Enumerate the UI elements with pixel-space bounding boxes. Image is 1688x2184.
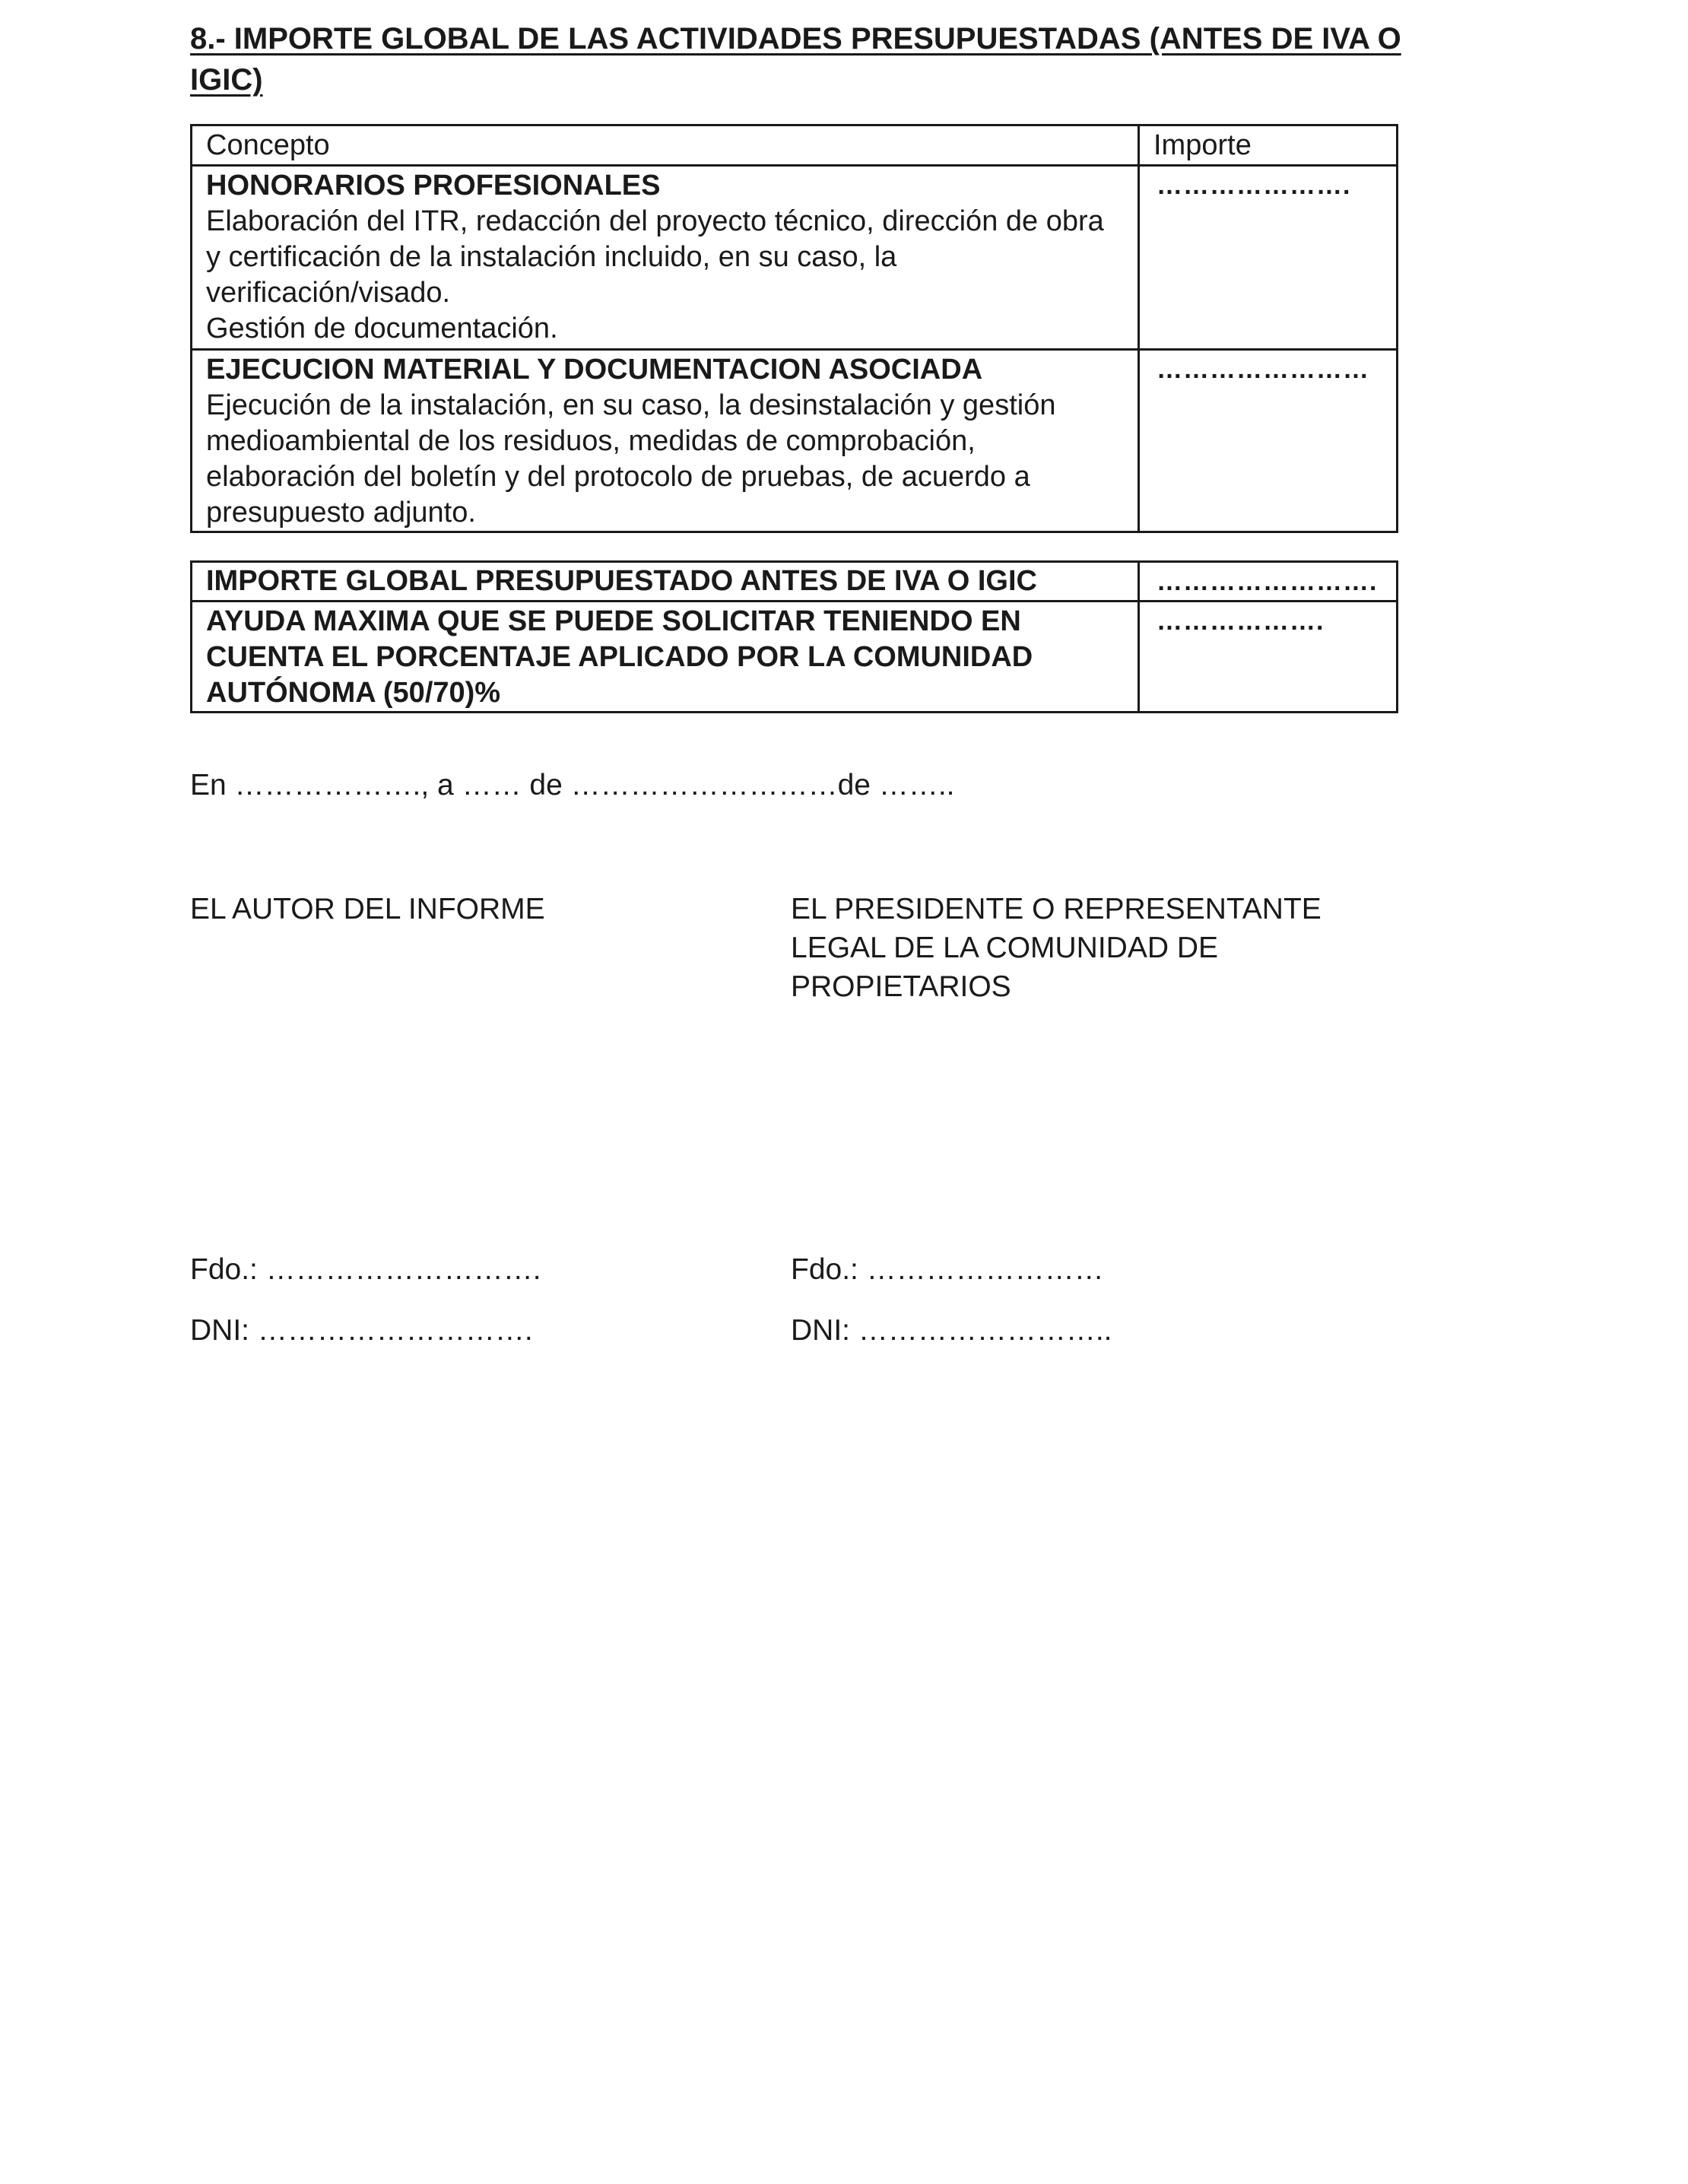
activities-table (190, 124, 1398, 533)
amount-cell: …………………. (1139, 166, 1398, 350)
amount-cell: …………………… (1139, 350, 1398, 532)
concept-cell (192, 166, 1139, 350)
table-row (192, 602, 1398, 713)
table-row (192, 166, 1398, 350)
amount-header: Importe (1139, 125, 1398, 166)
row-title: EJECUCION MATERIAL Y DOCUMENTACION ASOCIADA (206, 354, 983, 386)
author-signature-field: Fdo.: ………………………. (190, 1253, 541, 1286)
president-signature-field: Fdo.: …………………… (791, 1253, 1104, 1286)
table-row (192, 350, 1398, 532)
author-dni-field: DNI: ………………………. (190, 1314, 533, 1347)
concept-header: Concepto (192, 125, 1139, 166)
totals-table (190, 560, 1398, 713)
table-header-row (192, 125, 1398, 166)
total-amount: ……………………. (1139, 562, 1398, 602)
author-title: EL AUTOR DEL INFORME (190, 893, 545, 925)
total-label: IMPORTE GLOBAL PRESUPUESTADO ANTES DE IVA O IGIC (192, 562, 1139, 602)
row-description: Gestión de documentación. (206, 313, 558, 344)
row-description: Elaboración del ITR, redacción del proyecto técnico, dirección de obra y certificación de la instalación incluido, en su caso, la verificación/visado. (206, 205, 1104, 309)
concept-cell (192, 350, 1139, 532)
row-description: Ejecución de la instalación, en su caso, la desinstalación y gestión medioambiental de los residuos, medidas de comprobación, elaboración del boletín y del protocolo de pruebas, de acuerdo a presupuesto adjunto. (206, 389, 1056, 529)
section-heading: 8.- IMPORTE GLOBAL DE LAS ACTIVIDADES PRESUPUESTADAS (ANTES DE IVA O IGIC) (190, 22, 1401, 97)
max-aid-amount: ………………. (1139, 602, 1398, 713)
max-aid-label: AYUDA MAXIMA QUE SE PUEDE SOLICITAR TENIENDO EN CUENTA EL PORCENTAJE APLICADO POR LA COMUNIDAD AUTÓNOMA (50/70)% (192, 602, 1139, 713)
president-dni-field: DNI: …………………….. (791, 1314, 1112, 1347)
row-title: HONORARIOS PROFESIONALES (206, 170, 661, 202)
president-title: EL PRESIDENTE O REPRESENTANTE LEGAL DE LA COMUNIDAD DE PROPIETARIOS (791, 893, 1322, 1003)
table-row (192, 562, 1398, 602)
place-date-line: En ………………., a …… de ………………………de …….. (190, 769, 955, 802)
